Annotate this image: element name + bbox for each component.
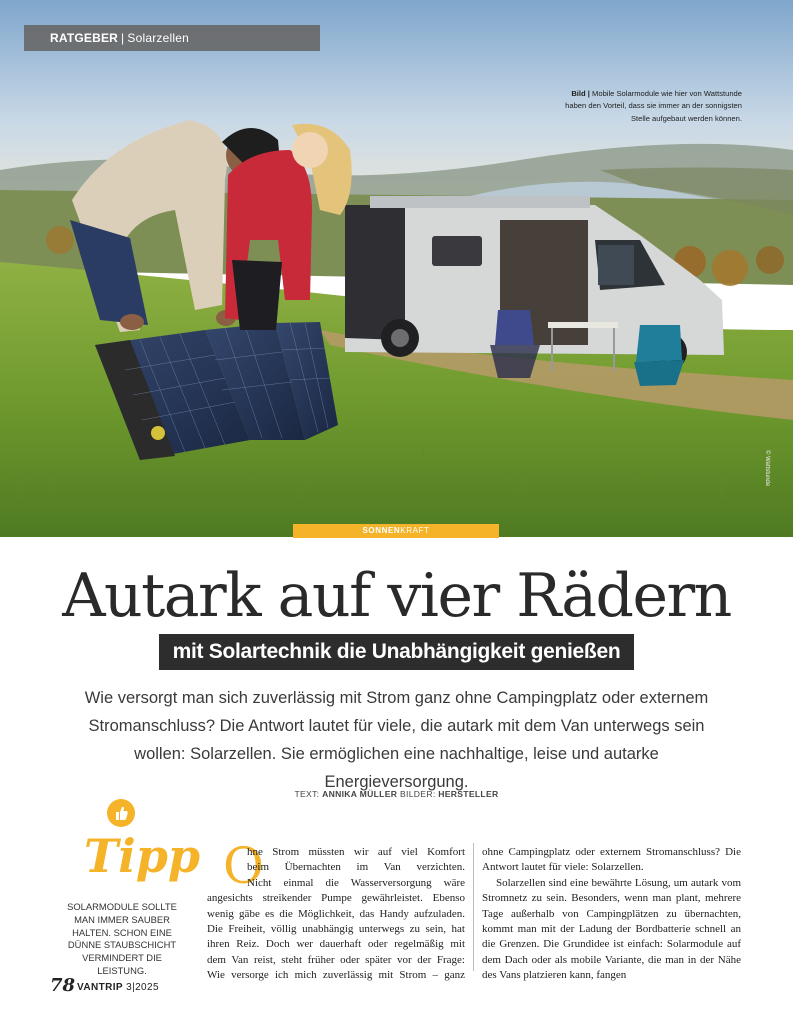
lead-paragraph: Wie versorgt man sich zuverlässig mit Strom ganz ohne Campingplatz oder externem Stromanschluss? Die Antwort lautet für viele, die autark mit dem Van unterwegs sein wollen: Solarzellen. Sie ermöglichen eine nachhaltige, leise und autarke Energieversorgung. bbox=[84, 689, 709, 791]
drop-cap: O bbox=[223, 837, 264, 895]
kicker-tag bbox=[293, 524, 499, 538]
caption-label: Bild | bbox=[571, 89, 590, 98]
magazine-footer bbox=[77, 982, 159, 993]
byline-images-source: HERSTELLER bbox=[438, 789, 499, 799]
body-paragraph: ohne Campingplatz oder externem Stromanschluss? Die Antwort lautet für viele: Solarzellen. bbox=[482, 846, 741, 874]
headline: Autark auf vier Rädern bbox=[62, 561, 731, 631]
body-line: hne Strom müssten wir auf viel Komfort bbox=[247, 846, 465, 858]
byline-images-label: BILDER: bbox=[399, 789, 436, 799]
subhead: mit Solartechnik die Unabhängigkeit genießen bbox=[159, 634, 635, 670]
photo-credit: © Wattstunde bbox=[764, 450, 770, 487]
issue-number: 3|2025 bbox=[126, 982, 159, 993]
photo-caption bbox=[560, 88, 742, 125]
body-line: dem Van reist, steht früher oder später vor der Frage: bbox=[207, 953, 465, 966]
body-line: Nicht einmal die Wasserversorgung wäre bbox=[247, 876, 465, 889]
body-line: Die Freiheit, völlig unabhängig unterwegs zu sein, hat bbox=[207, 923, 465, 936]
subhead-wrap bbox=[0, 634, 793, 670]
body-column-1 bbox=[207, 845, 465, 984]
body-paragraph: Solarzellen sind eine bewährte Lösung, um autark vom Stromnetz zu sein. Besonders, wenn man plant, mehrere Tage außerhalb von Campingplätzen zu übernachten, kommt man mit der Ladung der Bordbatterie schnell an die Grenzen. Die Grundidee ist einfach: Solarmodule auf dem Dach oder als mobile Variante, die man in der Nähe des Vans platzieren kann, fangen bbox=[482, 876, 741, 982]
byline-text-label: TEXT: bbox=[294, 789, 320, 799]
body-line: beim Übernachten im Van verzichten. bbox=[247, 861, 465, 874]
byline-author: ANNIKA MÜLLER bbox=[322, 789, 398, 799]
tipp-text: SOLARMODULE SOLLTE MAN IMMER SAUBER HALTEN. SCHON EINE DÜNNE STAUBSCHICHT VERMINDERT DIE LEISTUNG. bbox=[67, 901, 177, 976]
page-number: 78 bbox=[50, 975, 76, 996]
body-column-2 bbox=[482, 845, 741, 984]
body-line: wenig gäbe es die Möglichkeit, das Handy aufzuladen. bbox=[207, 907, 465, 920]
section-topic: Solarzellen bbox=[127, 31, 189, 45]
caption-text: Mobile Solarmodule wie hier von Wattstunde haben den Vorteil, dass sie immer an der sonnigsten Stelle aufgebaut werden können. bbox=[565, 89, 742, 123]
section-name: RATGEBER bbox=[50, 31, 119, 45]
body-line: Wie versorge ich mich zuverlässig mit Strom – ganz bbox=[207, 969, 465, 982]
body-line: ihren Reiz. Doch wer dauerhaft oder regelmäßig mit bbox=[207, 938, 465, 951]
magazine-name: VANTRIP bbox=[77, 982, 123, 993]
section-label bbox=[24, 25, 320, 51]
byline bbox=[0, 789, 793, 799]
thumbs-up-icon bbox=[107, 799, 135, 827]
body-line: angesichts streikender Pumpe gewährleistet. Ebenso bbox=[207, 892, 465, 905]
tipp-title: Tipp bbox=[84, 829, 201, 883]
column-divider bbox=[473, 843, 474, 971]
section-separator: | bbox=[121, 31, 125, 45]
kicker-bold: SONNEN bbox=[362, 526, 401, 535]
kicker-light: KRAFT bbox=[400, 526, 430, 535]
